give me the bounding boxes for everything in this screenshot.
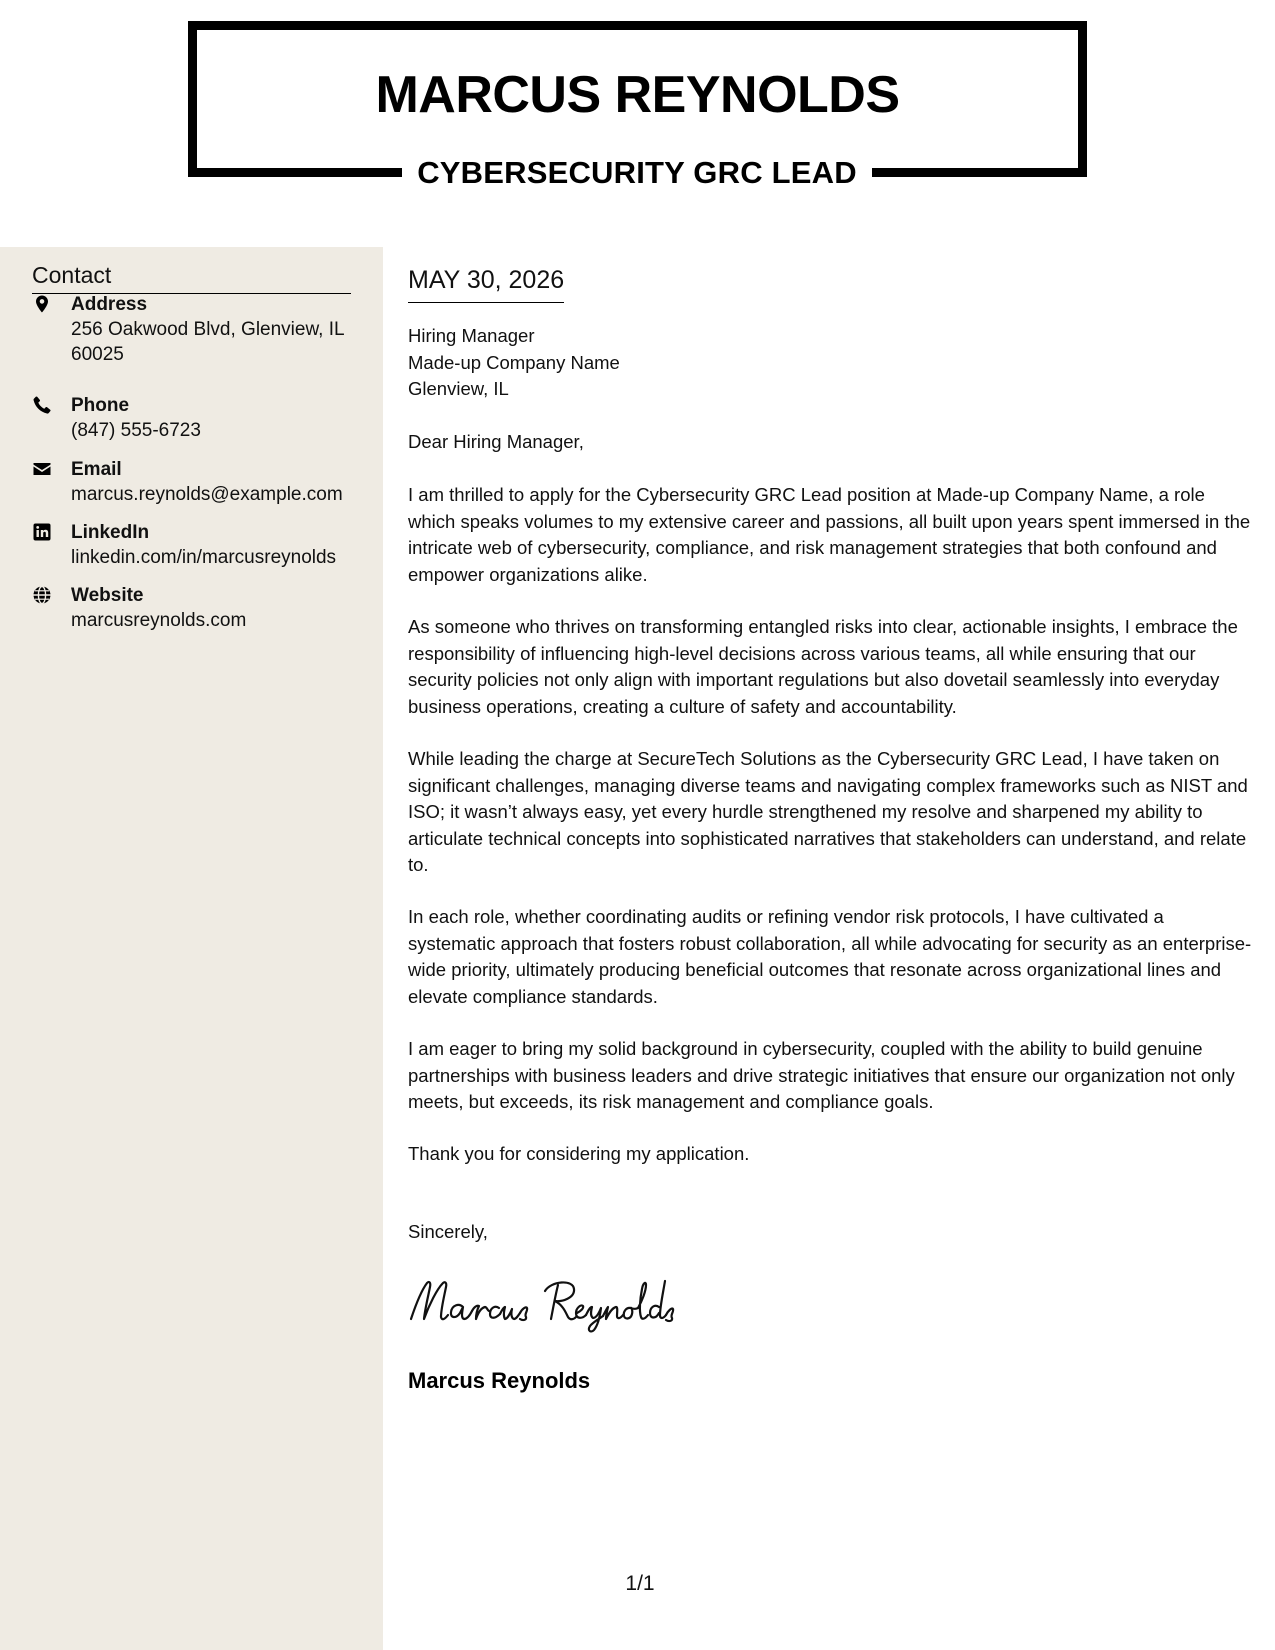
applicant-name: MARCUS REYNOLDS — [375, 66, 900, 124]
handwritten-signature — [405, 1273, 685, 1333]
website-label: Website — [71, 585, 144, 606]
map-pin-icon — [32, 294, 54, 316]
signed-name: Marcus Reynolds — [408, 1368, 591, 1393]
phone-icon — [32, 395, 54, 417]
page-number: 1/1 — [625, 1572, 655, 1595]
salutation: Dear Hiring Manager, — [408, 431, 584, 452]
thanks-line: Thank you for considering my application. — [408, 1143, 750, 1164]
paragraph-5: I am eager to bring my solid background in cybersecurity, coupled with the ability to build genuine partnerships with business leaders and drive strategic initiatives that ensure our organization not only meets, but exceeds, its risk management and compliance goals. — [408, 1038, 1235, 1112]
paragraph-2: As someone who thrives on transforming entangled risks into clear, actionable insights, I embrace the responsibility of influencing high-level decisions across various teams, all while ensuring that our security policies not only align with important regulations but also dovetail seamlessly into everyday business operations, creating a culture of safety and accountability. — [408, 616, 1238, 717]
job-title-wrap — [402, 150, 872, 200]
website-value: marcusreynolds.com — [71, 610, 247, 631]
recipient-block — [408, 323, 620, 403]
email-label: Email — [71, 459, 122, 480]
recipient-line-2: Made-up Company Name — [408, 351, 620, 373]
globe-icon — [32, 585, 54, 607]
job-title: CYBERSECURITY GRC LEAD — [417, 155, 857, 190]
address-label: Address — [71, 294, 148, 315]
phone-label: Phone — [71, 395, 130, 416]
phone-value: (847) 555-6723 — [71, 420, 201, 441]
envelope-icon — [32, 459, 54, 481]
recipient-line-1: Hiring Manager — [408, 325, 535, 346]
letter-date: MAY 30, 2026 — [408, 264, 564, 303]
linkedin-value: linkedin.com/in/marcusreynolds — [71, 547, 337, 568]
linkedin-icon — [32, 522, 54, 544]
address-value: 256 Oakwood Blvd, Glenview, IL 60025 — [71, 319, 344, 365]
contact-heading: Contact — [32, 260, 351, 294]
linkedin-label: LinkedIn — [71, 522, 150, 543]
email-value: marcus.reynolds@example.com — [71, 484, 343, 505]
paragraph-4: In each role, whether coordinating audits or refining vendor risk protocols, I have cultivated a systematic approach that fosters robust collaboration, all while advocating for security as an enterprise-wide priority, ultimately producing beneficial outcomes that resonate across organizational lines and elevate compliance standards. — [408, 906, 1252, 1007]
contact-sidebar — [0, 247, 383, 1650]
recipient-line-3: Glenview, IL — [408, 378, 509, 399]
paragraph-1: I am thrilled to apply for the Cybersecurity GRC Lead position at Made-up Company Name, a role which speaks volumes to my extensive career and passions, all built upon years spent immersed in the intricate web of cybersecurity, compliance, and risk management strategies that both confound and empower organizations alike. — [408, 484, 1251, 585]
paragraph-3: While leading the charge at SecureTech Solutions as the Cybersecurity GRC Lead, I have taken on significant challenges, managing diverse teams and navigating complex frameworks such as NIST and ISO; it wasn’t always easy, yet every hurdle strengthened my resolve and sharpened my ability to articulate technical concepts into sophisticated narratives that stakeholders can understand, and relate to. — [408, 748, 1248, 875]
closing: Sincerely, — [408, 1221, 488, 1242]
